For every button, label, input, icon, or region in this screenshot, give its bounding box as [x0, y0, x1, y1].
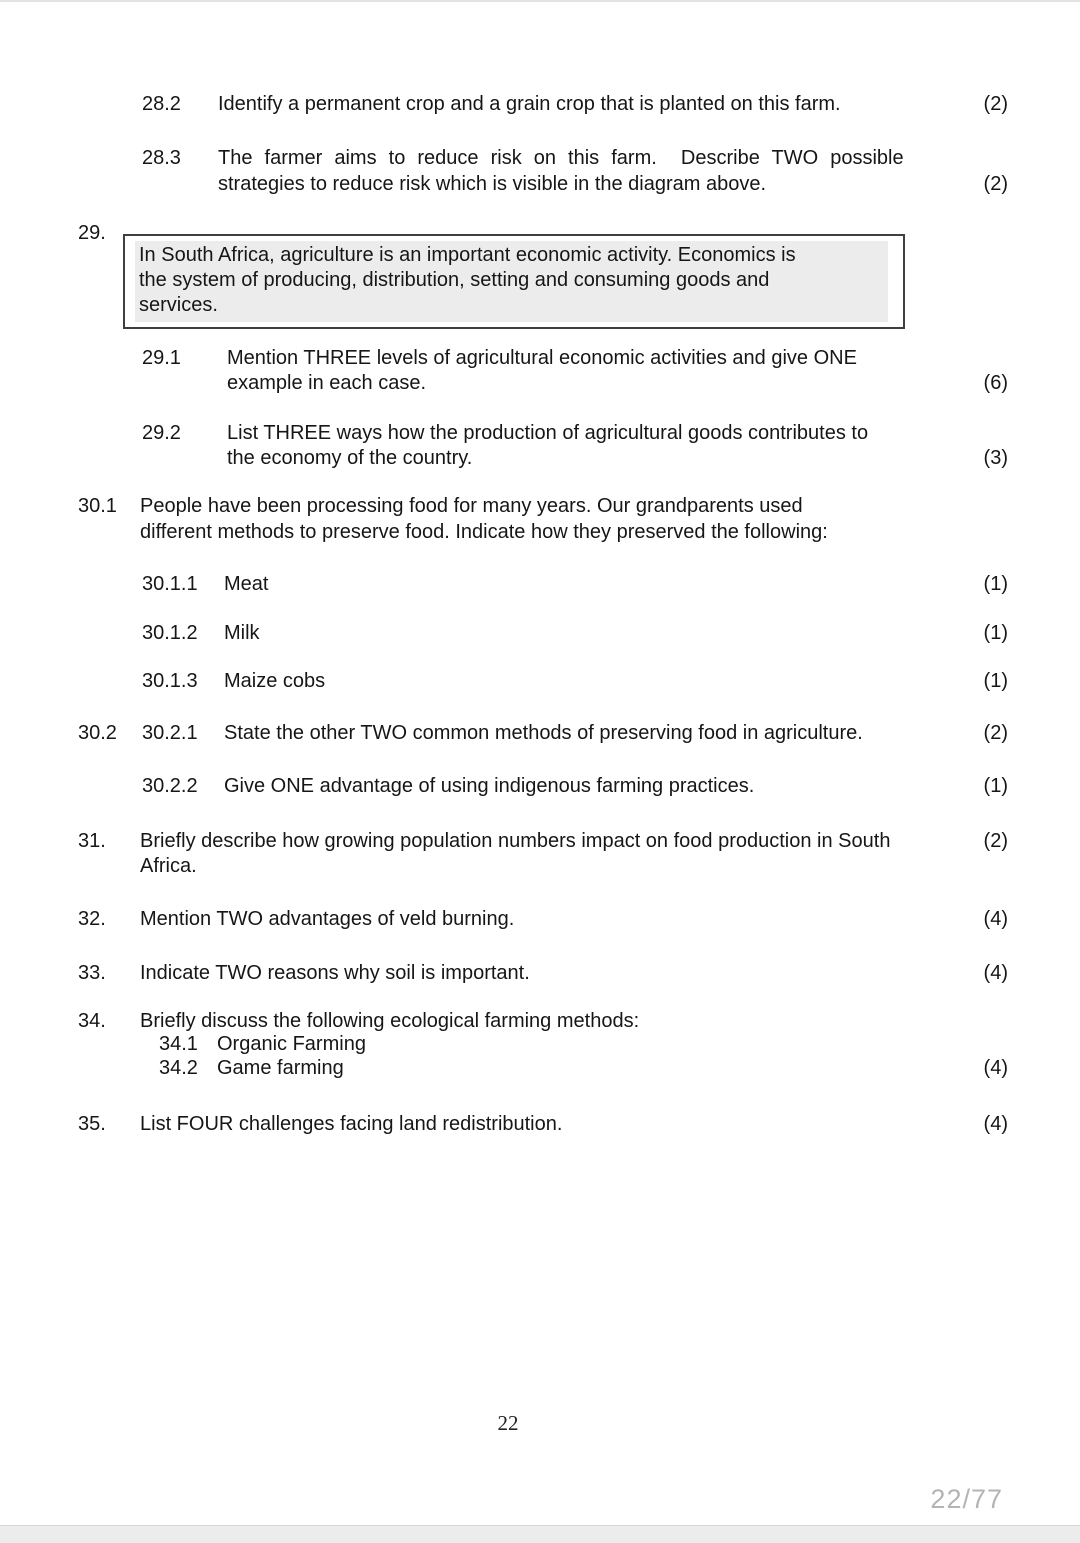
question-line	[0, 91, 1080, 117]
info-box-line-1: In South Africa, agriculture is an important economic activity. Economics is	[139, 244, 796, 266]
marks-value: (4)	[983, 962, 1008, 984]
question-number: 30.1.2	[142, 622, 198, 644]
question-text: People have been processing food for many years. Our grandparents used	[140, 495, 803, 517]
question-number: 29.2	[142, 422, 181, 444]
question-text: State the other TWO common methods of preserving food in agriculture.	[224, 722, 863, 744]
marks-value: (2)	[983, 93, 1008, 115]
question-line	[0, 445, 1080, 471]
question-number: 29.1	[142, 347, 181, 369]
question-line	[0, 145, 1080, 171]
question-line	[0, 370, 1080, 396]
info-box-line-3: services.	[139, 294, 218, 316]
question-text: Mention TWO advantages of veld burning.	[140, 908, 515, 930]
question-number: 30.1.1	[142, 573, 198, 595]
marks-value: (4)	[983, 1057, 1008, 1079]
question-line	[0, 853, 1080, 879]
question-text: Identify a permanent crop and a grain crop that is planted on this farm.	[218, 93, 841, 115]
question-line	[0, 571, 1080, 597]
question-text: Mention THREE levels of agricultural economic activities and give ONE	[227, 347, 857, 369]
question-line	[0, 720, 1080, 746]
marks-value: (2)	[983, 173, 1008, 195]
question-line	[0, 1111, 1080, 1137]
question-number: 30.2.1	[142, 722, 198, 744]
question-line	[0, 493, 1080, 519]
question-number: 33.	[78, 962, 106, 984]
question-text: Organic Farming	[217, 1033, 366, 1055]
question-number: 34.1	[159, 1033, 198, 1055]
question-number: 30.2	[78, 722, 117, 744]
page-number: 22	[497, 1411, 519, 1435]
question-text: Indicate TWO reasons why soil is important.	[140, 962, 530, 984]
question-text: Briefly describe how growing population numbers impact on food production in South	[140, 830, 891, 852]
question-text: the economy of the country.	[227, 447, 473, 469]
question-text: example in each case.	[227, 372, 427, 394]
marks-value: (6)	[983, 372, 1008, 394]
info-box	[123, 234, 905, 329]
question-text: Meat	[224, 573, 269, 595]
marks-value: (1)	[983, 573, 1008, 595]
question-line	[0, 1031, 1080, 1057]
question-line	[0, 620, 1080, 646]
marks-value: (1)	[983, 622, 1008, 644]
page-gap-strip	[0, 1525, 1080, 1543]
question-line	[0, 345, 1080, 371]
marks-value: (2)	[983, 722, 1008, 744]
question-line	[0, 828, 1080, 854]
question-line	[0, 773, 1080, 799]
question-line	[0, 960, 1080, 986]
question-text: Briefly discuss the following ecological farming methods:	[140, 1010, 640, 1032]
question-number: 30.1	[78, 495, 117, 517]
question-text: Give ONE advantage of using indigenous farming practices.	[224, 775, 755, 797]
marks-value: (1)	[983, 775, 1008, 797]
question-text: List THREE ways how the production of agricultural goods contributes to	[227, 422, 869, 444]
question-number: 35.	[78, 1113, 106, 1135]
question-number: 28.3	[142, 147, 181, 169]
question-number: 28.2	[142, 93, 181, 115]
question-number: 30.2.2	[142, 775, 198, 797]
viewer-page-indicator: 22/77	[930, 1484, 1003, 1514]
marks-value: (3)	[983, 447, 1008, 469]
question-number: 34.2	[159, 1057, 198, 1079]
marks-value: (2)	[983, 830, 1008, 852]
question-text: Game farming	[217, 1057, 344, 1079]
question-line	[0, 519, 1080, 545]
question-line	[0, 420, 1080, 446]
question-number: 32.	[78, 908, 106, 930]
question-text: Milk	[224, 622, 260, 644]
info-box-line-2: the system of producing, distribution, setting and consuming goods and	[139, 269, 770, 291]
question-line	[0, 1055, 1080, 1081]
question-number: 34.	[78, 1010, 106, 1032]
question-text: List FOUR challenges facing land redistribution.	[140, 1113, 563, 1135]
question-line	[0, 668, 1080, 694]
question-line	[0, 171, 1080, 197]
marks-value: (4)	[983, 1113, 1008, 1135]
question-line	[0, 906, 1080, 932]
question-number: 29.	[78, 222, 106, 244]
question-text: The farmer aims to reduce risk on this farm. Describe TWO possible	[218, 147, 904, 169]
marks-value: (1)	[983, 670, 1008, 692]
question-text: Africa.	[140, 855, 197, 877]
question-number: 31.	[78, 830, 106, 852]
question-text: Maize cobs	[224, 670, 326, 692]
question-text: strategies to reduce risk which is visible in the diagram above.	[218, 173, 767, 195]
marks-value: (4)	[983, 908, 1008, 930]
question-number: 30.1.3	[142, 670, 198, 692]
question-text: different methods to preserve food. Indicate how they preserved the following:	[140, 521, 828, 543]
